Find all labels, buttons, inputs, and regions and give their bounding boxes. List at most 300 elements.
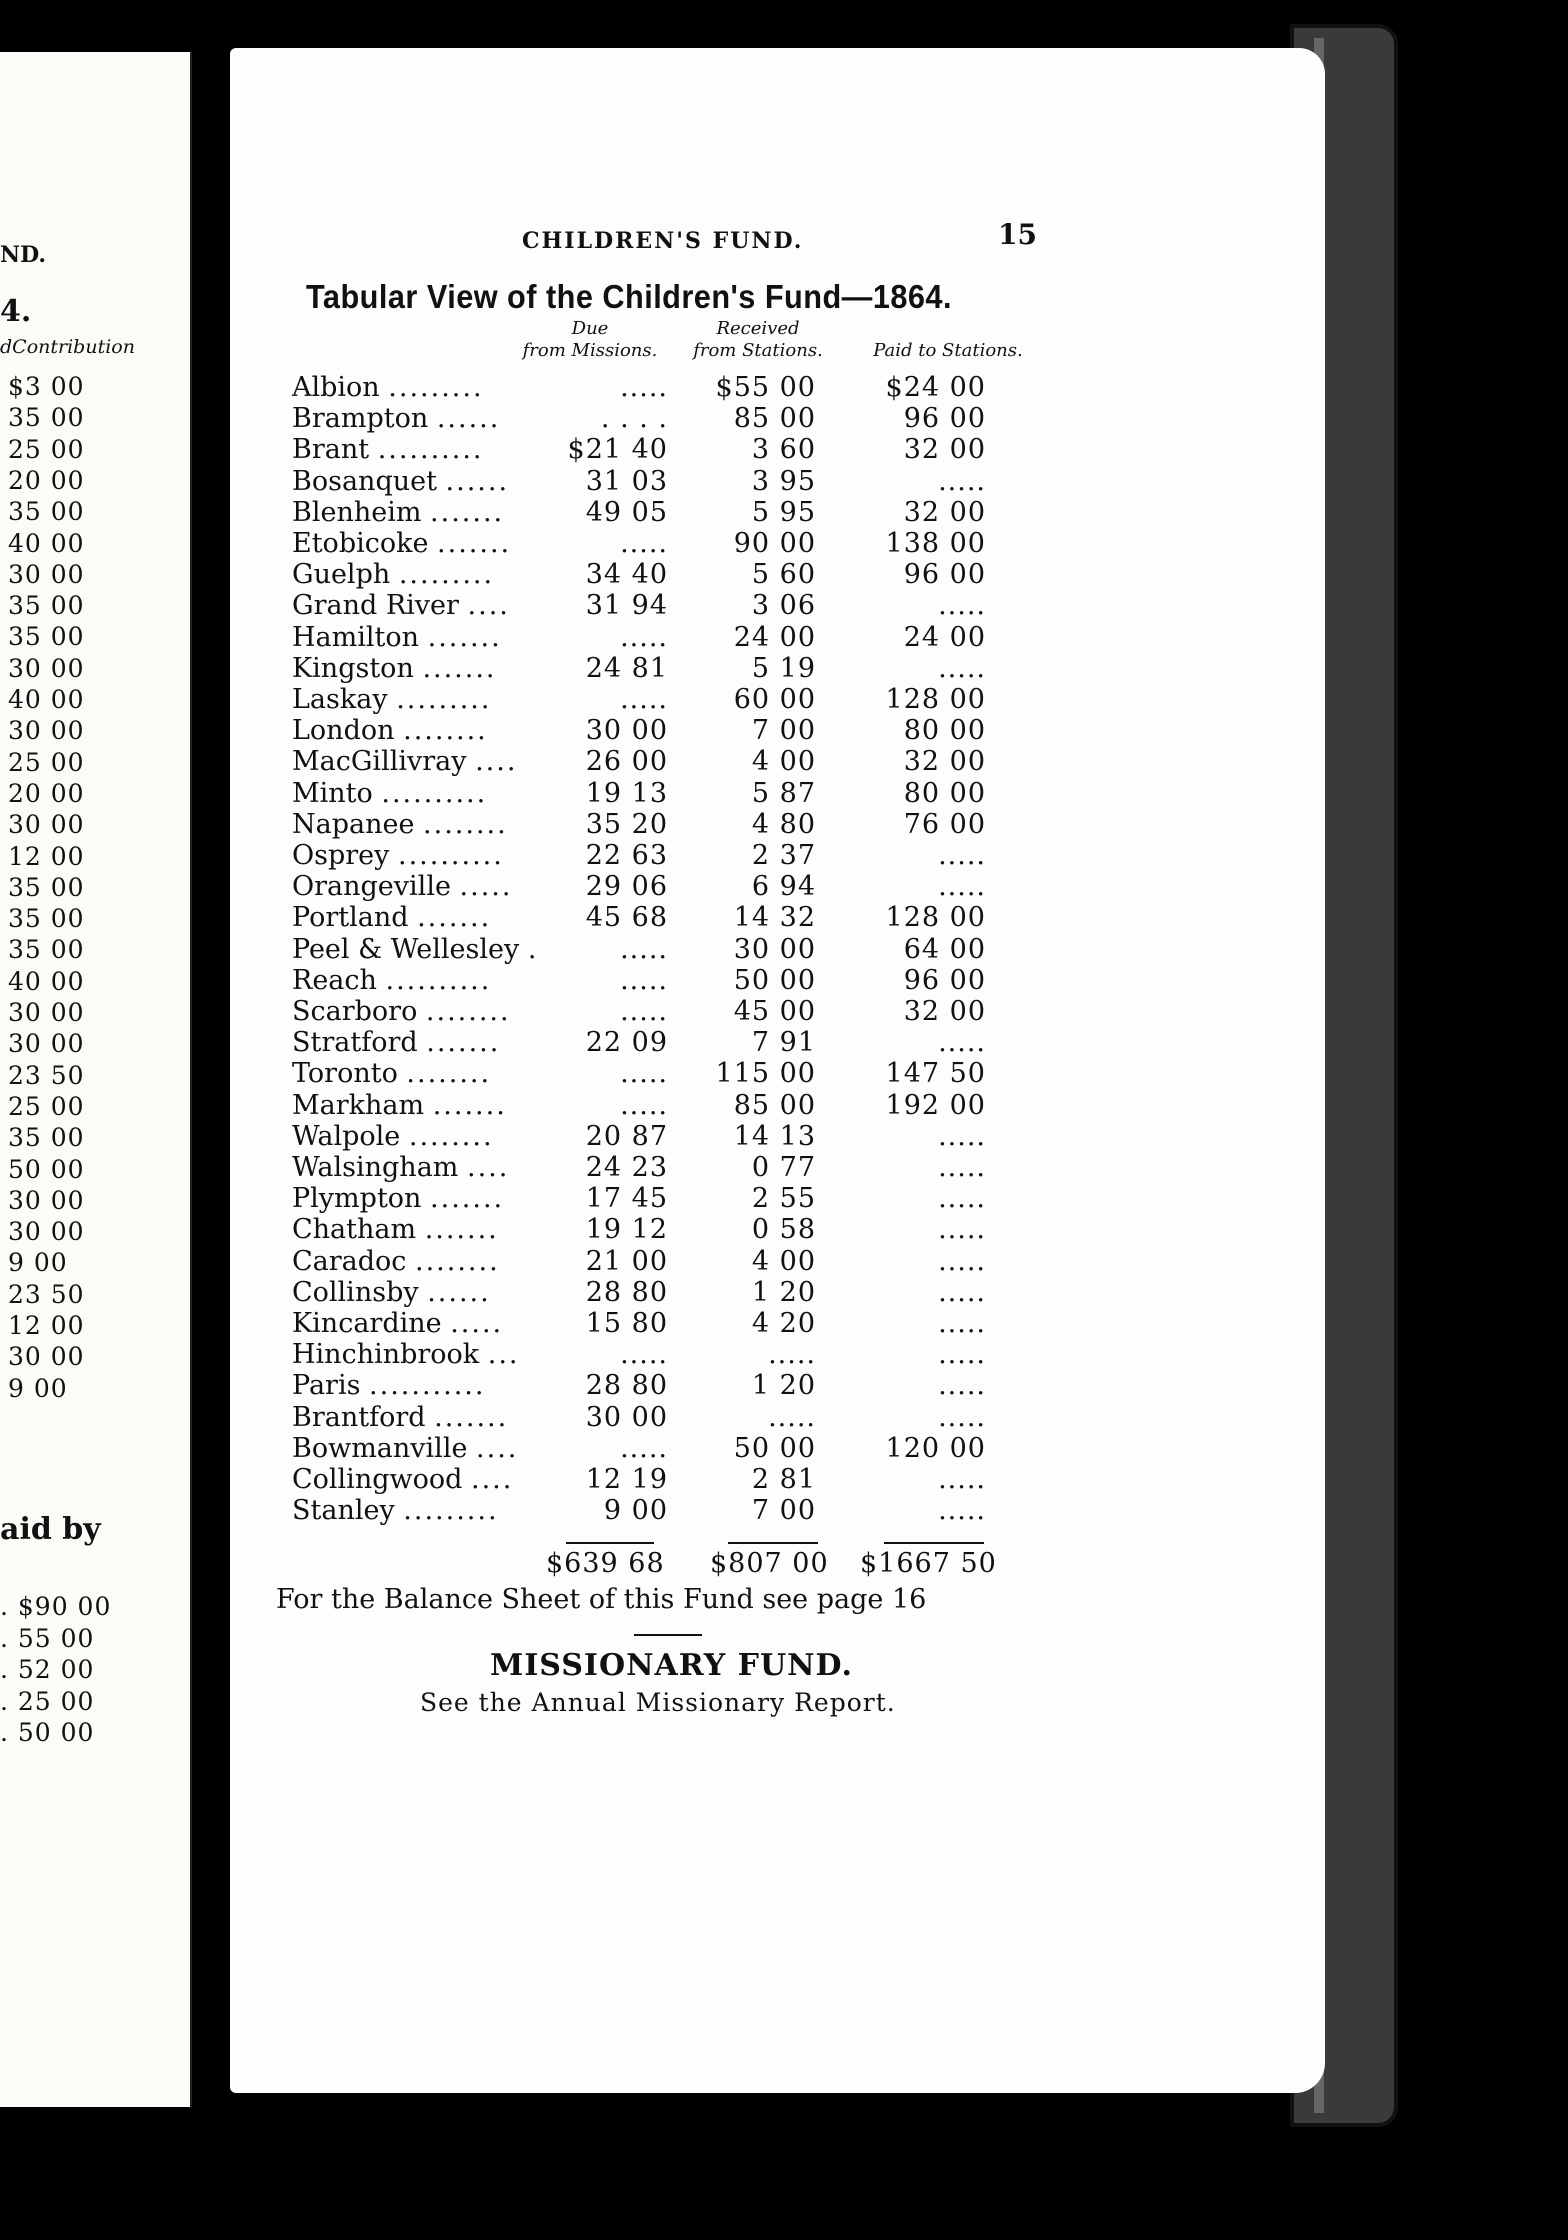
paid-to-stations-cell: 80 00	[903, 777, 986, 809]
leader-dots: ....	[466, 1152, 510, 1183]
station-name-cell	[292, 372, 484, 403]
left-amount: 35 00	[8, 622, 85, 652]
table-row	[0, 622, 1568, 653]
left-amount: 30 00	[8, 716, 85, 746]
due-from-missions-cell: .....	[620, 1339, 668, 1371]
paid-to-stations-cell: 96 00	[903, 403, 986, 435]
station-name: Guelph	[292, 559, 391, 591]
paid-to-stations-cell: 32 00	[903, 496, 986, 528]
paid-to-stations-cell: .....	[938, 652, 986, 684]
received-from-stations-cell: 1 20	[751, 1370, 816, 1402]
left-amount: 30 00	[8, 653, 85, 683]
due-from-missions-cell: 30 00	[585, 715, 668, 747]
missionary-fund-heading: MISSIONARY FUND.	[490, 1648, 853, 1683]
due-from-missions-cell: 17 45	[585, 1183, 668, 1215]
station-name: Walsingham	[292, 1152, 459, 1183]
station-name-cell	[292, 466, 509, 497]
received-from-stations-cell: 85 00	[733, 403, 816, 435]
station-name-cell	[292, 1183, 504, 1214]
table-row	[0, 840, 1568, 871]
station-name-cell	[292, 1464, 513, 1495]
received-from-stations-cell: 7 91	[751, 1027, 816, 1059]
running-head: CHILDREN'S FUND.	[522, 228, 804, 254]
left-amount: 30 00	[8, 559, 85, 589]
left-paid-by-heading: aid by	[0, 1512, 101, 1547]
paid-to-stations-cell: .....	[938, 1027, 986, 1059]
station-name-cell	[292, 1027, 500, 1058]
table-title: Tabular View of the Children's Fund—1864.	[306, 278, 952, 315]
received-from-stations-cell: 14 32	[733, 902, 816, 934]
left-running-head: ND.	[0, 242, 47, 268]
column-header-due	[510, 318, 670, 362]
due-from-missions-cell: 24 23	[585, 1152, 668, 1183]
paid-to-stations-cell: .....	[938, 1495, 986, 1527]
station-name-cell	[292, 996, 511, 1027]
station-name-cell	[292, 1402, 508, 1433]
paid-to-stations-cell: .....	[938, 1183, 986, 1215]
paid-to-stations-cell: 96 00	[903, 964, 986, 996]
left-paid-amount: . 52 00	[0, 1655, 95, 1684]
station-name-cell	[292, 1339, 520, 1370]
station-name-cell	[292, 528, 511, 559]
station-name: Peel & Wellesley	[292, 933, 520, 965]
due-from-missions-cell: 29 06	[585, 871, 668, 903]
received-from-stations-cell: 3 60	[751, 434, 816, 466]
leader-dots: ........	[423, 808, 508, 840]
left-amount: 35 00	[8, 935, 85, 965]
leader-dots: ....	[475, 746, 518, 778]
table-row	[0, 996, 1568, 1027]
left-paid-amount: . 50 00	[0, 1718, 95, 1747]
table-row	[0, 1433, 1568, 1464]
due-from-missions-cell: 22 63	[585, 840, 668, 871]
paid-to-stations-cell: .....	[938, 1401, 986, 1433]
due-from-missions-cell: 31 94	[585, 590, 668, 622]
table-row	[0, 871, 1568, 902]
station-name-cell	[292, 1246, 500, 1277]
left-amount: $3 00	[8, 372, 85, 401]
due-from-missions-cell: .....	[620, 528, 668, 559]
paid-to-stations-cell: .....	[938, 1214, 986, 1246]
station-name: Caradoc	[292, 1245, 407, 1277]
due-from-missions-cell: 20 87	[585, 1120, 668, 1152]
due-from-missions-cell: .....	[620, 684, 668, 715]
leader-dots: ..........	[398, 840, 504, 871]
leader-dots: .........	[403, 1495, 499, 1527]
leader-dots: ......	[436, 403, 501, 435]
paid-to-stations-cell: 24 00	[903, 621, 986, 653]
station-name: Plympton	[292, 1183, 422, 1215]
received-from-stations-cell: 4 00	[751, 1245, 816, 1277]
table-row	[0, 746, 1568, 777]
section-divider	[634, 1634, 702, 1636]
received-header-line1: Received	[716, 318, 800, 339]
table-row	[0, 372, 1568, 403]
station-name: Grand River	[292, 590, 459, 622]
due-from-missions-cell: . . . .	[600, 403, 668, 435]
leader-dots: ..........	[385, 964, 492, 996]
station-name: Brantford	[292, 1401, 426, 1433]
due-from-missions-cell: 22 09	[585, 1027, 668, 1059]
leader-dots: .......	[426, 1027, 501, 1059]
station-name-cell	[292, 590, 510, 621]
received-from-stations-cell: 50 00	[733, 964, 816, 996]
table-row	[0, 653, 1568, 684]
left-amount: 30 00	[8, 1342, 85, 1372]
station-name-cell	[292, 934, 538, 965]
paid-to-stations-cell: .....	[938, 1276, 986, 1308]
table-row	[0, 965, 1568, 996]
due-from-missions-cell: 12 19	[585, 1464, 668, 1495]
station-name-cell	[292, 653, 497, 684]
station-name: Paris	[292, 1370, 361, 1402]
paid-to-stations-cell: .....	[938, 871, 986, 903]
paid-to-stations-cell: .....	[938, 1245, 986, 1277]
received-from-stations-cell: 4 80	[751, 808, 816, 840]
due-from-missions-cell: 35 20	[585, 808, 668, 840]
leader-dots: ....	[471, 1464, 514, 1495]
received-header-line2: from Stations.	[693, 340, 823, 361]
left-amount: 9 00	[8, 1248, 68, 1278]
received-from-stations-cell: 2 81	[751, 1464, 816, 1495]
paid-to-stations-cell: 120 00	[885, 1432, 986, 1464]
received-from-stations-cell: 7 00	[751, 1495, 816, 1527]
station-name: Brampton	[292, 403, 429, 435]
table-row	[0, 1183, 1568, 1214]
leader-dots: .....	[459, 871, 513, 903]
station-name-cell	[292, 1277, 491, 1308]
due-from-missions-cell: 15 80	[585, 1308, 668, 1339]
station-name-cell	[292, 840, 504, 871]
leader-dots: ......	[445, 465, 510, 497]
left-year-fragment: 4.	[0, 294, 32, 329]
table-row	[0, 934, 1568, 965]
station-name: Toronto	[292, 1058, 398, 1090]
station-name-cell	[292, 809, 508, 840]
table-row	[0, 1308, 1568, 1339]
due-from-missions-cell: 21 00	[585, 1245, 668, 1277]
received-from-stations-cell: 24 00	[733, 621, 816, 653]
left-amount: 35 00	[8, 591, 85, 621]
received-from-stations-cell: 3 06	[751, 590, 816, 622]
left-amount: 25 00	[8, 747, 85, 777]
left-amount: 40 00	[8, 528, 85, 558]
paid-to-stations-cell: 64 00	[903, 933, 986, 965]
received-from-stations-cell: 6 94	[751, 871, 816, 903]
received-from-stations-cell: 3 95	[751, 465, 816, 497]
paid-to-stations-cell: 128 00	[885, 684, 986, 715]
total-rule-received	[728, 1542, 818, 1544]
table-row	[0, 590, 1568, 621]
left-amount: 20 00	[8, 778, 85, 808]
due-header-line1: Due	[571, 318, 609, 339]
due-from-missions-cell: $21 40	[567, 434, 668, 466]
leader-dots: ..........	[381, 777, 488, 809]
paid-to-stations-cell: 128 00	[885, 902, 986, 934]
received-from-stations-cell: 2 37	[751, 840, 816, 871]
table-row	[0, 1027, 1568, 1058]
leader-dots: ........	[425, 996, 511, 1027]
leader-dots: ....	[476, 1432, 519, 1464]
station-name-cell	[292, 746, 517, 777]
missionary-fund-note: See the Annual Missionary Report.	[420, 1688, 896, 1717]
station-name-cell	[292, 1433, 518, 1464]
paid-to-stations-cell: 192 00	[885, 1089, 986, 1121]
left-amount: 35 00	[8, 872, 85, 902]
leader-dots: ........	[415, 1245, 500, 1277]
table-row	[0, 1152, 1568, 1183]
received-from-stations-cell: 45 00	[733, 996, 816, 1027]
total-rule-due	[566, 1542, 654, 1544]
leader-dots: .......	[417, 902, 492, 934]
station-name: Stratford	[292, 1027, 418, 1059]
table-row	[0, 1370, 1568, 1401]
left-amount: 9 00	[8, 1373, 68, 1403]
paid-to-stations-cell: .....	[938, 1120, 986, 1152]
received-from-stations-cell: 7 00	[751, 715, 816, 747]
station-name: Orangeville	[292, 871, 451, 903]
received-from-stations-cell: 85 00	[733, 1089, 816, 1121]
left-amount: 23 50	[8, 1279, 85, 1309]
paid-to-stations-cell: .....	[938, 1308, 986, 1339]
left-amount: 40 00	[8, 685, 85, 714]
paid-to-stations-cell: .....	[938, 590, 986, 622]
table-row	[0, 1339, 1568, 1370]
leader-dots: .......	[424, 1214, 499, 1246]
due-from-missions-cell: .....	[620, 996, 668, 1027]
due-from-missions-cell: .....	[620, 933, 668, 965]
leader-dots: .......	[422, 652, 497, 684]
paid-to-stations-cell: .....	[938, 840, 986, 871]
station-name-cell	[292, 559, 494, 590]
received-from-stations-cell: 5 19	[751, 652, 816, 684]
due-from-missions-cell: 24 81	[585, 652, 668, 684]
total-paid: $1667 50	[860, 1548, 997, 1579]
left-amount: 25 00	[8, 1091, 85, 1121]
left-amount: 30 00	[8, 1217, 85, 1247]
due-from-missions-cell: 30 00	[585, 1401, 668, 1433]
left-amount: 12 00	[8, 1311, 85, 1340]
leader-dots: .......	[432, 1089, 507, 1121]
received-from-stations-cell: 5 87	[751, 777, 816, 809]
due-from-missions-cell: .....	[620, 1432, 668, 1464]
paid-to-stations-cell: .....	[938, 1339, 986, 1371]
page-number: 15	[998, 218, 1037, 251]
due-from-missions-cell: 28 80	[585, 1370, 668, 1402]
due-from-missions-cell: 49 05	[585, 496, 668, 528]
table-row	[0, 1464, 1568, 1495]
leader-dots: .....	[450, 1308, 504, 1339]
left-amount: 50 00	[8, 1154, 85, 1184]
left-amount: 30 00	[8, 810, 85, 840]
received-from-stations-cell: 115 00	[715, 1058, 816, 1090]
paid-to-stations-cell: $24 00	[885, 372, 986, 403]
leader-dots: .........	[396, 684, 492, 715]
leader-dots: ........	[403, 715, 488, 747]
table-row	[0, 1402, 1568, 1433]
station-name: Chatham	[292, 1214, 417, 1246]
received-from-stations-cell: 0 58	[751, 1214, 816, 1246]
received-from-stations-cell: 50 00	[733, 1432, 816, 1464]
leader-dots: .......	[434, 1401, 509, 1433]
due-from-missions-cell: .....	[620, 1089, 668, 1121]
left-amount: 35 00	[8, 497, 85, 527]
received-from-stations-cell: 30 00	[733, 933, 816, 965]
total-received: $807 00	[710, 1548, 829, 1579]
left-amount: 40 00	[8, 966, 85, 996]
station-name: Osprey	[292, 840, 390, 871]
station-name-cell	[292, 778, 487, 809]
paid-to-stations-cell: .....	[938, 1370, 986, 1402]
table-row	[0, 684, 1568, 715]
paid-to-stations-cell: .....	[938, 1464, 986, 1495]
due-from-missions-cell: 34 40	[585, 559, 668, 591]
leader-dots: .........	[398, 559, 495, 591]
paid-to-stations-cell: 96 00	[903, 559, 986, 591]
station-name: Brant	[292, 434, 370, 466]
left-amount: 20 00	[8, 465, 85, 495]
table-row	[0, 1058, 1568, 1089]
leader-dots: ........	[408, 1120, 494, 1152]
station-name-cell	[292, 1308, 503, 1339]
leader-dots: ....	[467, 590, 510, 622]
table-row	[0, 1246, 1568, 1277]
due-from-missions-cell: 45 68	[585, 902, 668, 934]
leader-dots: ........	[406, 1058, 492, 1090]
received-from-stations-cell: 5 60	[751, 559, 816, 591]
due-from-missions-cell: .....	[620, 372, 668, 403]
station-name-cell	[292, 684, 491, 715]
due-from-missions-cell: 19 13	[585, 777, 668, 809]
received-from-stations-cell: 1 20	[751, 1276, 816, 1308]
leader-dots: ...	[487, 1339, 520, 1371]
station-name: Kingston	[292, 652, 414, 684]
left-column-heading: dContribution	[0, 336, 135, 358]
station-name: Minto	[292, 777, 373, 809]
station-name-cell	[292, 622, 502, 653]
received-from-stations-cell: .....	[768, 1339, 816, 1371]
station-name: Portland	[292, 902, 409, 934]
due-from-missions-cell: 26 00	[585, 746, 668, 778]
table-row	[0, 1495, 1568, 1526]
station-name: Markham	[292, 1089, 425, 1121]
station-name-cell	[292, 403, 500, 434]
table-row	[0, 778, 1568, 809]
station-name-cell	[292, 1121, 494, 1152]
due-header-line2: from Missions.	[522, 340, 658, 361]
leader-dots: ...........	[369, 1370, 486, 1402]
station-name: MacGillivray	[292, 746, 467, 778]
leader-dots: .......	[427, 621, 502, 653]
station-name-cell	[292, 965, 491, 996]
due-from-missions-cell: 9 00	[603, 1495, 668, 1527]
due-from-missions-cell: 31 03	[585, 465, 668, 497]
received-from-stations-cell: 14 13	[733, 1120, 816, 1152]
left-amount: 25 00	[8, 434, 85, 464]
due-from-missions-cell: .....	[620, 621, 668, 653]
left-amount: 12 00	[8, 841, 85, 871]
station-name: Bosanquet	[292, 465, 437, 497]
station-name-cell	[292, 715, 488, 746]
left-amount: 23 50	[8, 1060, 85, 1090]
total-rule-paid	[884, 1542, 984, 1544]
station-name-cell	[292, 1370, 485, 1401]
station-name: Laskay	[292, 684, 388, 715]
station-name-cell	[292, 1152, 509, 1183]
leader-dots: ......	[427, 1276, 491, 1308]
station-name: Etobicoke	[292, 528, 429, 559]
received-from-stations-cell: 2 55	[751, 1183, 816, 1215]
table-row	[0, 1090, 1568, 1121]
table-row	[0, 1214, 1568, 1245]
due-from-missions-cell: 28 80	[585, 1276, 668, 1308]
paid-to-stations-cell: 76 00	[903, 808, 986, 840]
left-paid-amount: . 25 00	[0, 1686, 95, 1716]
station-name: Blenheim	[292, 496, 422, 528]
received-from-stations-cell: 4 20	[751, 1308, 816, 1339]
left-amount: 30 00	[8, 1185, 85, 1215]
balance-sheet-footnote: For the Balance Sheet of this Fund see page 16	[276, 1584, 927, 1615]
station-name-cell	[292, 497, 504, 528]
station-name: Stanley	[292, 1495, 395, 1527]
station-name: Napanee	[292, 808, 415, 840]
leader-dots: ..........	[377, 434, 484, 466]
left-paid-amount: . 55 00	[0, 1623, 95, 1653]
station-name: Kincardine	[292, 1308, 442, 1339]
table-row	[0, 559, 1568, 590]
station-name: Hamilton	[292, 621, 420, 653]
paid-to-stations-cell: 32 00	[903, 746, 986, 778]
left-amount: 30 00	[8, 998, 85, 1027]
station-name: Bowmanville	[292, 1432, 468, 1464]
received-from-stations-cell: 90 00	[733, 528, 816, 559]
received-from-stations-cell: 5 95	[751, 496, 816, 528]
due-from-missions-cell: .....	[620, 1058, 668, 1090]
table-row	[0, 1277, 1568, 1308]
leader-dots: .	[527, 933, 539, 965]
table-row	[0, 528, 1568, 559]
table-row	[0, 403, 1568, 434]
leader-dots: .......	[430, 496, 505, 528]
table-row	[0, 497, 1568, 528]
paid-to-stations-cell: 147 50	[885, 1058, 986, 1090]
paid-to-stations-cell: .....	[938, 1152, 986, 1183]
station-name-cell	[292, 1058, 491, 1089]
left-amount: 35 00	[8, 904, 85, 934]
station-name-cell	[292, 1090, 507, 1121]
received-from-stations-cell: $55 00	[715, 372, 816, 403]
station-name: Scarboro	[292, 996, 418, 1027]
due-from-missions-cell: 19 12	[585, 1214, 668, 1246]
paid-to-stations-cell: 80 00	[903, 715, 986, 747]
received-from-stations-cell: 0 77	[751, 1152, 816, 1183]
paid-to-stations-cell: 32 00	[903, 434, 986, 466]
station-name: Reach	[292, 964, 377, 996]
station-name: Walpole	[292, 1120, 401, 1152]
paid-to-stations-cell: 138 00	[885, 528, 986, 559]
station-name: Collingwood	[292, 1464, 463, 1495]
leader-dots: .......	[437, 528, 512, 559]
table-row	[0, 902, 1568, 933]
table-row	[0, 1121, 1568, 1152]
column-header-received	[678, 318, 838, 362]
station-name: Albion	[292, 372, 380, 403]
leader-dots: .......	[430, 1183, 505, 1215]
station-name-cell	[292, 1495, 499, 1526]
due-from-missions-cell: .....	[620, 964, 668, 996]
received-from-stations-cell: 60 00	[733, 684, 816, 715]
station-name: London	[292, 715, 395, 747]
